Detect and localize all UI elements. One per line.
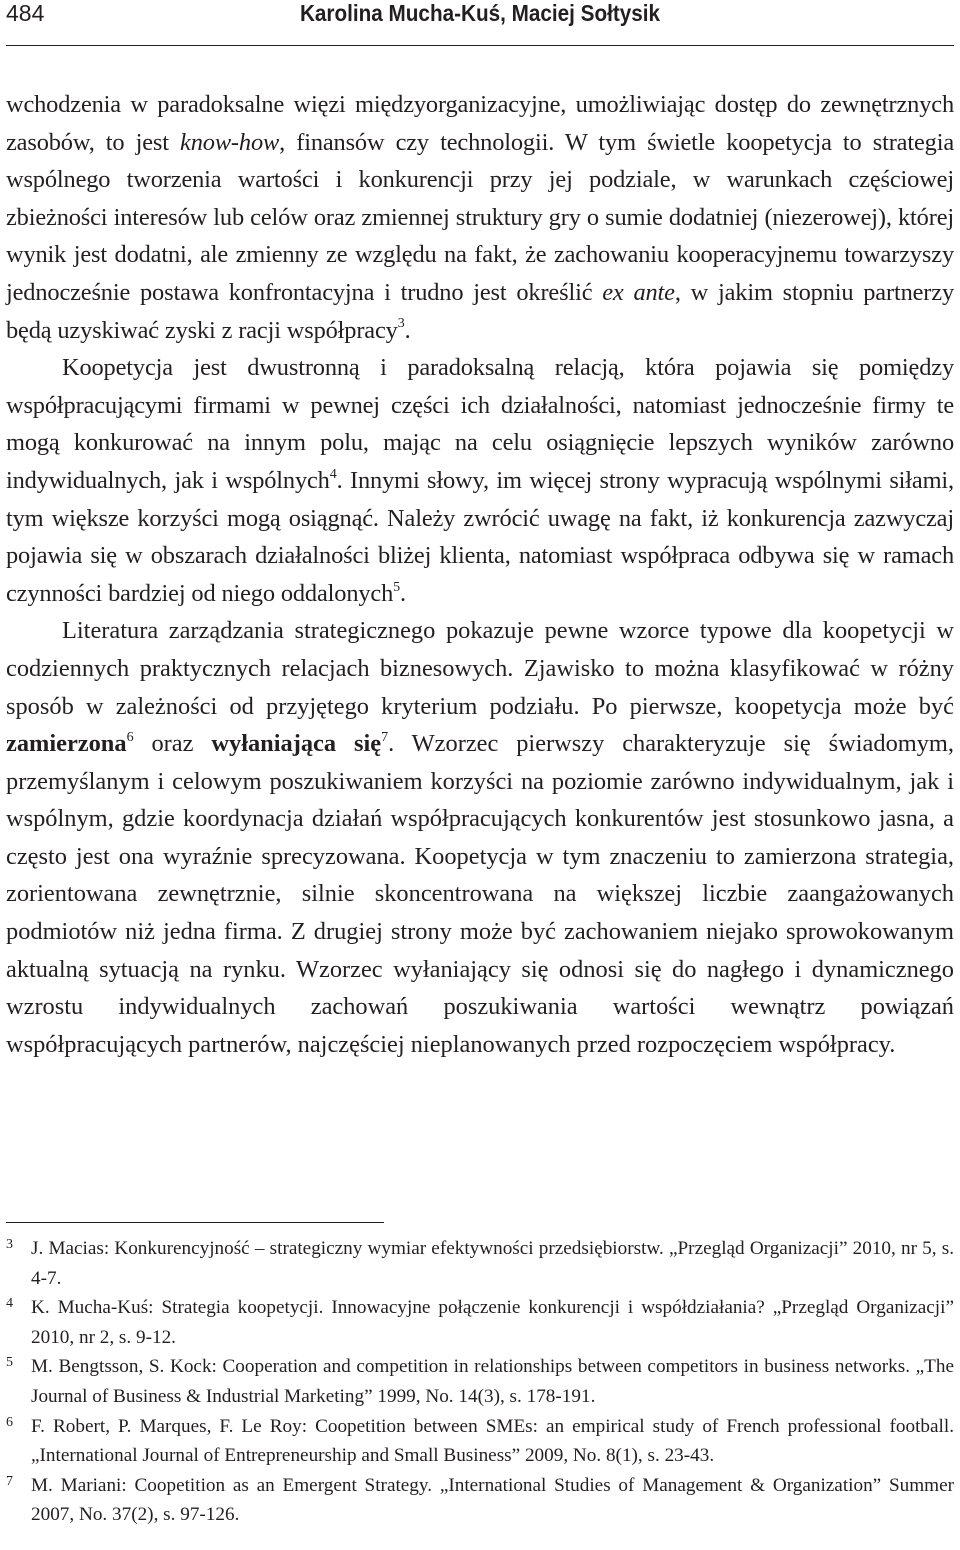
body-text xyxy=(6,86,954,1063)
footnote-number: 5 xyxy=(6,1355,13,1371)
header-rule xyxy=(6,45,954,46)
footnote-text: F. Robert, P. Marques, F. Le Roy: Coopetition between SMEs: an empirical study of French professional football. „International Journal of Entrepreneurship and Small Business” 2009, No. 8(1), s. 23-43. xyxy=(31,1415,954,1467)
term-intended: zamierzona xyxy=(6,730,127,758)
footnote-number: 6 xyxy=(6,1414,13,1430)
term-emergent: wyłaniająca się xyxy=(211,730,382,758)
running-title: Karolina Mucha-Kuś, Maciej Sołtysik xyxy=(299,0,661,26)
footnote-number: 4 xyxy=(6,1296,13,1312)
footnote-ref-5[interactable]: 5 xyxy=(393,579,400,595)
footnote-ref-7[interactable]: 7 xyxy=(381,729,389,745)
footnote-6 xyxy=(6,1412,954,1471)
paragraph-1: wchodzenia w paradoksalne więzi międzyorganizacyjne, umożliwiając dostęp do zewnętrznych zasobów, to jest know-how, finansów czy technologii. W tym świetle koopetycja to strategia wspólnego tworzenia wartości i konkurencji przy jej podziale, w warunkach częściowej zbieżności interesów lub celów oraz zmiennej struktury gry o sumie dodatniej (niezerowej), której wynik jest dodatni, ale zmienny ze względu na fakt, że zachowaniu kooperacyjnemu towarzyszy jednocześnie postawa konfrontacyjna i trudno jest określić ex ante, w jakim stopniu partnerzy będą uzyskiwać zyski z racji współpracy$^3$. xyxy=(6,91,954,344)
footnote-4 xyxy=(6,1293,954,1352)
paragraph-3: Literatura zarządzania strategicznego pokazuje pewne wzorce typowe dla koopetycji w codziennych praktycznych relacjach biznesowych. Zjawisko to można klasyfikować w różny sposób w zależności od przyjętego kryterium podziału. Po pierwsze, koopetycja może być zamierzona$^6$ oraz wyłaniająca się$^7$. Wzorzec pierwszy charakteryzuje się świadomym, przemyślanym i celowym poszukiwaniem korzyści na poziomie zarówno indywidualnym, jak i wspólnym, gdzie koordynacja działań współpracujących konkurentów jest stosunkowo jasna, a często jest ona wyraźnie sprecyzowana. Koopetycja w tym znaczeniu to zamierzona strategia, zorientowana zewnętrznie, silnie skoncentrowana na większej liczbie zaangażowanych podmiotów niż jedna firma. Z drugiej strony może być zachowaniem niejako sprowokowanym aktualną sytuacją na rynku. Wzorzec wyłaniający się odnosi się do nagłego i dynamicznego wzrostu indywidualnych zachowań poszukiwania wartości wewnątrz powiązań współpracujących partnerów, najczęściej nieplanowanych przed rozpoczęciem współpracy. xyxy=(6,617,955,1058)
footnotes xyxy=(6,1234,954,1530)
footnote-text: M. Bengtsson, S. Kock: Cooperation and competition in relationships between competitors in business networks. „The Journal of Business & Industrial Marketing” 1999, No. 14(3), s. 178-191. xyxy=(31,1356,954,1407)
footnote-number: 3 xyxy=(6,1237,13,1252)
footnote-text: J. Macias: Konkurencyjność – strategiczny wymiar efektywności przedsiębiorstw. „Przegląd Organizacji” 2010, nr 5, s. 4-7. xyxy=(31,1238,954,1289)
footnote-ref-6[interactable]: 6 xyxy=(126,729,134,745)
footnote-number: 7 xyxy=(6,1473,13,1489)
footnote-ref-4[interactable]: 4 xyxy=(329,466,337,482)
footnote-separator xyxy=(6,1222,384,1223)
page-header xyxy=(6,0,954,27)
footnote-7 xyxy=(6,1471,954,1530)
footnote-ref-3[interactable]: 3 xyxy=(397,316,405,332)
footnote-5 xyxy=(6,1352,954,1411)
paragraph-2: Koopetycja jest dwustronną i paradoksalną relacją, która pojawia się pomiędzy współpracującymi firmami w pewnej części ich działalności, natomiast jednocześnie firmy te mogą konkurować na innym polu, mając na celu osiągnięcie lepszych wyników zarówno indywidualnych, jak i wspólnych$^4$. Innymi słowy, im więcej strony wypracują wspólnymi siłami, tym większe korzyści mogą osiągnąć. Należy zwrócić uwagę na fakt, iż konkurencja zazwyczaj pojawia się w obszarach działalności bliżej klienta, natomiast współpraca odbywa się w ramach czynności bardziej od niego oddalonych$^5$. xyxy=(6,354,954,607)
page-number: 484 xyxy=(6,0,45,26)
footnote-3 xyxy=(6,1234,954,1293)
footnote-text: M. Mariani: Coopetition as an Emergent Strategy. „International Studies of Management & Organization” Summer 2007, No. 37(2), s. 97-126. xyxy=(31,1474,954,1526)
footnote-text: K. Mucha-Kuś: Strategia koopetycji. Innowacyjne połączenie konkurencji i współdziałania? „Przegląd Organizacji” 2010, nr 2, s. 9-12. xyxy=(31,1297,954,1348)
